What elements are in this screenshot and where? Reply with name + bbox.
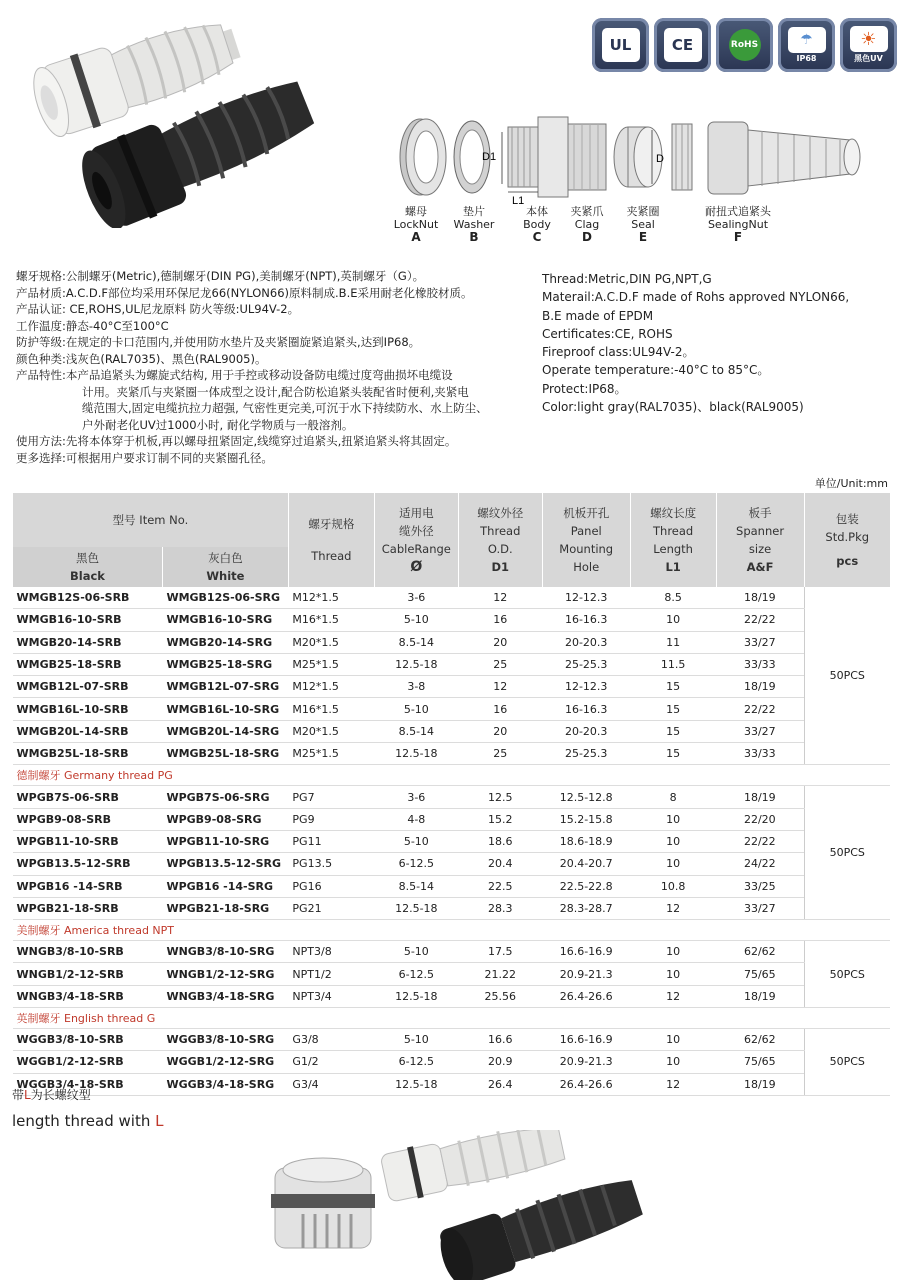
header-thread: 螺牙规格 Thread bbox=[288, 493, 374, 587]
table-cell: NPT3/4 bbox=[288, 985, 374, 1007]
table-cell: 12.5 bbox=[458, 786, 542, 808]
table-cell: 8.5 bbox=[630, 587, 716, 609]
table-cell: G3/4 bbox=[288, 1073, 374, 1095]
table-cell: PG13.5 bbox=[288, 853, 374, 875]
table-cell: 12.5-18 bbox=[374, 653, 458, 675]
table-row bbox=[13, 1029, 891, 1051]
table-cell: WMGB16L-10-SRG bbox=[162, 698, 288, 720]
table-cell: G1/2 bbox=[288, 1051, 374, 1073]
sealingnut-part bbox=[708, 122, 860, 194]
table-cell: WPGB7S-06-SRB bbox=[13, 786, 163, 808]
table-cell: 22/22 bbox=[716, 698, 804, 720]
table-row bbox=[13, 587, 891, 609]
table-cell: 12.5-18 bbox=[374, 743, 458, 765]
table-cell: WPGB13.5-12-SRG bbox=[162, 853, 288, 875]
table-cell: PG16 bbox=[288, 875, 374, 897]
table-cell: 16.6-16.9 bbox=[542, 941, 630, 963]
table-cell: 22/22 bbox=[716, 830, 804, 852]
table-row bbox=[13, 897, 891, 919]
section-header bbox=[13, 1008, 891, 1029]
table-cell: 4-8 bbox=[374, 808, 458, 830]
table-cell: 18.6-18.9 bbox=[542, 830, 630, 852]
part-label-b: 垫片 Washer B bbox=[453, 205, 495, 244]
table-cell: WNGB3/4-18-SRB bbox=[13, 985, 163, 1007]
table-cell: WMGB12S-06-SRB bbox=[13, 587, 163, 609]
table-cell: WPGB21-18-SRG bbox=[162, 897, 288, 919]
table-cell: 22/20 bbox=[716, 808, 804, 830]
table-cell: 75/65 bbox=[716, 1051, 804, 1073]
table-cell: 26.4-26.6 bbox=[542, 1073, 630, 1095]
table-cell: PG11 bbox=[288, 830, 374, 852]
table-cell: 25-25.3 bbox=[542, 743, 630, 765]
part-label-e: 夹紧圈 Seal E bbox=[626, 205, 660, 244]
table-row bbox=[13, 1073, 891, 1095]
table-cell: 5-10 bbox=[374, 698, 458, 720]
table-cell: 12 bbox=[630, 897, 716, 919]
clag-part bbox=[614, 127, 662, 187]
seal-part bbox=[672, 124, 692, 190]
table-cell: M12*1.5 bbox=[288, 587, 374, 609]
table-cell: WPGB9-08-SRG bbox=[162, 808, 288, 830]
header-item: 型号 Item No. bbox=[13, 493, 289, 547]
part-label-c: 本体 Body C bbox=[523, 205, 551, 244]
table-cell: 12-12.3 bbox=[542, 587, 630, 609]
pkg-cell: 50PCS bbox=[804, 941, 890, 1008]
table-row bbox=[13, 808, 891, 830]
table-cell: 12.5-12.8 bbox=[542, 786, 630, 808]
spec-table bbox=[12, 493, 890, 1096]
table-cell: 18/19 bbox=[716, 1073, 804, 1095]
table-cell: WPGB21-18-SRB bbox=[13, 897, 163, 919]
table-cell: WGGB1/2-12-SRG bbox=[162, 1051, 288, 1073]
table-cell: WMGB20-14-SRB bbox=[13, 631, 163, 653]
table-cell: 22.5-22.8 bbox=[542, 875, 630, 897]
table-cell: NPT1/2 bbox=[288, 963, 374, 985]
table-cell: 16.6-16.9 bbox=[542, 1029, 630, 1051]
table-cell: 16.6 bbox=[458, 1029, 542, 1051]
table-cell: 16-16.3 bbox=[542, 698, 630, 720]
table-cell: WPGB11-10-SRB bbox=[13, 830, 163, 852]
table-row bbox=[13, 698, 891, 720]
table-cell: WMGB20L-14-SRG bbox=[162, 720, 288, 742]
table-cell: 33/27 bbox=[716, 897, 804, 919]
table-cell: WNGB1/2-12-SRG bbox=[162, 963, 288, 985]
table-row bbox=[13, 1051, 891, 1073]
table-cell: 25-25.3 bbox=[542, 653, 630, 675]
table-cell: M16*1.5 bbox=[288, 609, 374, 631]
table-cell: WPGB7S-06-SRG bbox=[162, 786, 288, 808]
section-title: 德制螺牙 Germany thread PG bbox=[13, 765, 891, 786]
table-cell: 11 bbox=[630, 631, 716, 653]
ce-icon: CE bbox=[654, 18, 711, 72]
table-row bbox=[13, 653, 891, 675]
section-header bbox=[13, 920, 891, 941]
table-row bbox=[13, 875, 891, 897]
section-title: 美制螺牙 America thread NPT bbox=[13, 920, 891, 941]
table-cell: WPGB13.5-12-SRB bbox=[13, 853, 163, 875]
table-cell: 3-6 bbox=[374, 587, 458, 609]
table-cell: WMGB25-18-SRB bbox=[13, 653, 163, 675]
table-cell: 10.8 bbox=[630, 875, 716, 897]
table-cell: 75/65 bbox=[716, 963, 804, 985]
table-cell: 28.3-28.7 bbox=[542, 897, 630, 919]
certification-badges bbox=[592, 18, 897, 72]
pkg-cell: 50PCS bbox=[804, 1029, 890, 1096]
table-cell: 3-8 bbox=[374, 676, 458, 698]
table-cell: 12 bbox=[630, 1073, 716, 1095]
table-cell: 5-10 bbox=[374, 830, 458, 852]
table-cell: WNGB1/2-12-SRB bbox=[13, 963, 163, 985]
table-cell: 8.5-14 bbox=[374, 631, 458, 653]
table-cell: 20.9-21.3 bbox=[542, 963, 630, 985]
table-row bbox=[13, 676, 891, 698]
table-cell: WMGB25L-18-SRB bbox=[13, 743, 163, 765]
header-spanner: 板手 Spanner size A&F bbox=[716, 493, 804, 587]
table-cell: 25 bbox=[458, 653, 542, 675]
table-cell: 10 bbox=[630, 853, 716, 875]
table-cell: M25*1.5 bbox=[288, 743, 374, 765]
table-cell: 12 bbox=[458, 587, 542, 609]
table-cell: WGGB1/2-12-SRB bbox=[13, 1051, 163, 1073]
table-cell: 12 bbox=[458, 676, 542, 698]
table-cell: 62/62 bbox=[716, 1029, 804, 1051]
table-cell: WMGB20L-14-SRB bbox=[13, 720, 163, 742]
uv-icon: ☀ 黑色UV bbox=[840, 18, 897, 72]
table-cell: PG7 bbox=[288, 786, 374, 808]
table-cell: 10 bbox=[630, 609, 716, 631]
part-label-f: 耐扭式追紧头 SealingNut F bbox=[705, 205, 771, 244]
section-title: 英制螺牙 English thread G bbox=[13, 1008, 891, 1029]
locknut-part bbox=[400, 119, 446, 195]
table-cell: 15 bbox=[630, 676, 716, 698]
table-cell: 15.2 bbox=[458, 808, 542, 830]
table-row bbox=[13, 853, 891, 875]
table-cell: 15 bbox=[630, 720, 716, 742]
table-cell: 15.2-15.8 bbox=[542, 808, 630, 830]
long-thread-note-cn: 带L为长螺纹型 bbox=[12, 1088, 91, 1102]
table-cell: WMGB20-14-SRG bbox=[162, 631, 288, 653]
table-cell: 16-16.3 bbox=[542, 609, 630, 631]
table-cell: M20*1.5 bbox=[288, 631, 374, 653]
table-cell: 12 bbox=[630, 985, 716, 1007]
table-cell: WNGB3/4-18-SRG bbox=[162, 985, 288, 1007]
table-cell: 33/27 bbox=[716, 720, 804, 742]
header-od: 螺纹外径 Thread O.D. D1 bbox=[458, 493, 542, 587]
table-cell: 20 bbox=[458, 720, 542, 742]
table-cell: 62/62 bbox=[716, 941, 804, 963]
table-cell: 6-12.5 bbox=[374, 963, 458, 985]
part-label-d: 夹紧爪 Clag D bbox=[570, 205, 604, 244]
table-cell: 20-20.3 bbox=[542, 631, 630, 653]
table-cell: NPT3/8 bbox=[288, 941, 374, 963]
body-part bbox=[508, 117, 606, 197]
table-cell: WMGB16-10-SRB bbox=[13, 609, 163, 631]
table-cell: WMGB25-18-SRG bbox=[162, 653, 288, 675]
table-cell: 24/22 bbox=[716, 853, 804, 875]
table-cell: WMGB12S-06-SRG bbox=[162, 587, 288, 609]
header-length: 螺纹长度 Thread Length L1 bbox=[630, 493, 716, 587]
long-thread-note-en: length thread with L bbox=[12, 1112, 164, 1130]
table-cell: 8.5-14 bbox=[374, 720, 458, 742]
table-cell: 26.4-26.6 bbox=[542, 985, 630, 1007]
table-cell: WMGB16-10-SRG bbox=[162, 609, 288, 631]
table-row bbox=[13, 830, 891, 852]
table-cell: WGGB3/4-18-SRG bbox=[162, 1073, 288, 1095]
table-cell: 5-10 bbox=[374, 941, 458, 963]
d1-label: D1 bbox=[482, 151, 497, 163]
header-black: 黑色 Black bbox=[13, 547, 163, 587]
table-cell: 18.6 bbox=[458, 830, 542, 852]
table-cell: 17.5 bbox=[458, 941, 542, 963]
unit-label: 单位/Unit:mm bbox=[814, 477, 888, 490]
pkg-cell: 50PCS bbox=[804, 786, 890, 920]
table-cell: 20 bbox=[458, 631, 542, 653]
table-row bbox=[13, 941, 891, 963]
table-cell: 33/27 bbox=[716, 631, 804, 653]
table-cell: 12.5-18 bbox=[374, 897, 458, 919]
table-cell: 12-12.3 bbox=[542, 676, 630, 698]
table-cell: 10 bbox=[630, 963, 716, 985]
table-cell: WGGB3/8-10-SRG bbox=[162, 1029, 288, 1051]
table-cell: 25.56 bbox=[458, 985, 542, 1007]
table-cell: WPGB16 -14-SRG bbox=[162, 875, 288, 897]
table-cell: WPGB16 -14-SRB bbox=[13, 875, 163, 897]
table-cell: WNGB3/8-10-SRG bbox=[162, 941, 288, 963]
table-cell: 6-12.5 bbox=[374, 853, 458, 875]
header-white: 灰白色 White bbox=[162, 547, 288, 587]
table-cell: 25 bbox=[458, 743, 542, 765]
table-cell: 20.9 bbox=[458, 1051, 542, 1073]
product-photo-bottom bbox=[265, 1130, 665, 1280]
table-cell: 15 bbox=[630, 698, 716, 720]
table-cell: 22/22 bbox=[716, 609, 804, 631]
table-cell: 10 bbox=[630, 1029, 716, 1051]
table-cell: WMGB25L-18-SRG bbox=[162, 743, 288, 765]
table-cell: G3/8 bbox=[288, 1029, 374, 1051]
ul-icon: UL bbox=[592, 18, 649, 72]
table-cell: 8 bbox=[630, 786, 716, 808]
header-cable: 适用电 缆外径 CableRange Ø bbox=[374, 493, 458, 587]
table-cell: PG9 bbox=[288, 808, 374, 830]
spec-english: Thread:Metric,DIN PG,NPT,G Materail:A.C.D.F made of Rohs approved NYLON66, B.E made of EPDM Certificates:CE, ROHS Fireproof class:UL94V-2。 Operate temperature:-40°C to 85°C。 Protect:IP68。 Color:light gray(RAL7035)、black(RAL9005) bbox=[542, 272, 850, 415]
table-row bbox=[13, 985, 891, 1007]
table-cell: 20.4 bbox=[458, 853, 542, 875]
table-cell: 10 bbox=[630, 1051, 716, 1073]
table-cell: 5-10 bbox=[374, 1029, 458, 1051]
table-cell: WPGB11-10-SRG bbox=[162, 830, 288, 852]
table-row bbox=[13, 963, 891, 985]
table-cell: 10 bbox=[630, 808, 716, 830]
table-cell: 33/25 bbox=[716, 875, 804, 897]
table-cell: 18/19 bbox=[716, 676, 804, 698]
table-cell: 33/33 bbox=[716, 653, 804, 675]
product-photo-top bbox=[18, 8, 348, 228]
table-cell: 33/33 bbox=[716, 743, 804, 765]
table-cell: WNGB3/8-10-SRB bbox=[13, 941, 163, 963]
section-header bbox=[13, 765, 891, 786]
table-cell: M25*1.5 bbox=[288, 653, 374, 675]
table-cell: 26.4 bbox=[458, 1073, 542, 1095]
pkg-cell: 50PCS bbox=[804, 587, 890, 765]
table-cell: 12.5-18 bbox=[374, 985, 458, 1007]
l1-label: L1 bbox=[512, 195, 525, 207]
table-cell: 21.22 bbox=[458, 963, 542, 985]
table-cell: 16 bbox=[458, 609, 542, 631]
table-cell: WMGB12L-07-SRB bbox=[13, 676, 163, 698]
table-cell: 5-10 bbox=[374, 609, 458, 631]
table-cell: 18/19 bbox=[716, 985, 804, 1007]
rohs-icon: RoHS bbox=[716, 18, 773, 72]
table-cell: 18/19 bbox=[716, 587, 804, 609]
table-cell: 11.5 bbox=[630, 653, 716, 675]
table-row bbox=[13, 786, 891, 808]
table-cell: 10 bbox=[630, 830, 716, 852]
table-cell: 20-20.3 bbox=[542, 720, 630, 742]
table-cell: PG21 bbox=[288, 897, 374, 919]
table-cell: 15 bbox=[630, 743, 716, 765]
table-cell: 3-6 bbox=[374, 786, 458, 808]
table-cell: 16 bbox=[458, 698, 542, 720]
table-cell: M16*1.5 bbox=[288, 698, 374, 720]
table-cell: 20.4-20.7 bbox=[542, 853, 630, 875]
table-cell: 12.5-18 bbox=[374, 1073, 458, 1095]
table-cell: WGGB3/4-18-SRB bbox=[13, 1073, 163, 1095]
table-cell: M12*1.5 bbox=[288, 676, 374, 698]
table-cell: WPGB9-08-SRB bbox=[13, 808, 163, 830]
table-cell: M20*1.5 bbox=[288, 720, 374, 742]
table-cell: 20.9-21.3 bbox=[542, 1051, 630, 1073]
table-cell: 10 bbox=[630, 941, 716, 963]
table-row bbox=[13, 631, 891, 653]
header-pkg: 包装 Std.Pkg pcs bbox=[804, 493, 890, 587]
table-cell: 6-12.5 bbox=[374, 1051, 458, 1073]
table-cell: WMGB16L-10-SRB bbox=[13, 698, 163, 720]
table-cell: 22.5 bbox=[458, 875, 542, 897]
table-cell: 28.3 bbox=[458, 897, 542, 919]
header-hole: 机板开孔 Panel Mounting Hole bbox=[542, 493, 630, 587]
table-cell: 18/19 bbox=[716, 786, 804, 808]
table-row bbox=[13, 743, 891, 765]
spec-chinese: 螺牙规格:公制螺牙(Metric),德制螺牙(DIN PG),美制螺牙(NPT),英制螺牙（G）。 产品材质:A.C.D.F部位均采用环保尼龙66(NYLON66)原料制成.B.E采用耐老化橡胶材质。 产品认证: CE,ROHS,UL尼龙原料 防火等级:UL94V-2。 工作温度:静态-40°C至100°C 防护等级:在规定的卡口范围内,并使用防水垫片及夹紧圈旋紧追紧头,达到IP68。 颜色种类:浅灰色(RAL7035)、黑色(RAL9005)。 产品特性:本产品追紧头为螺旋式结构, 用于手控或移动设备防电缆过度弯曲损坏电缆设 计用。夹紧爪与夹紧圈一体成型之设计,配合防松追紧头装配省时便利,夹紧电 缆范围大,固定电缆抗拉力超强, 气密性更完美,可沉于水下持续防水、水上防尘、 户外耐老化UV过1000小时, 耐化学物质与一般溶剂。 使用方法:先将本体穿于机板,再以螺母扭紧固定,线缆穿过追紧头,扭紧追紧头将其固定。 更多选择:可根据用户要求订制不同的夹紧圈孔径。 bbox=[16, 269, 488, 465]
part-label-a: 螺母 LockNut A bbox=[393, 205, 439, 244]
table-cell: 8.5-14 bbox=[374, 875, 458, 897]
table-cell: WMGB12L-07-SRG bbox=[162, 676, 288, 698]
ip68-icon: ☂ IP68 bbox=[778, 18, 835, 72]
d-label: D bbox=[656, 153, 664, 165]
table-row bbox=[13, 609, 891, 631]
table-cell: WGGB3/8-10-SRB bbox=[13, 1029, 163, 1051]
table-row bbox=[13, 720, 891, 742]
